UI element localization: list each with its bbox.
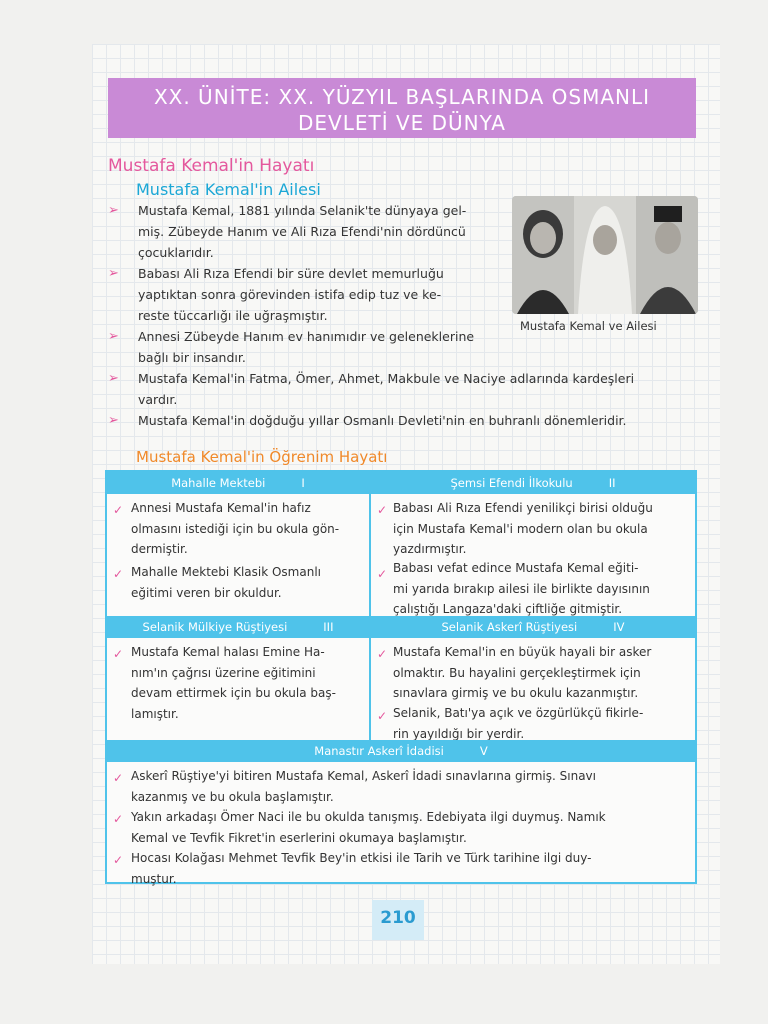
table-header-mahalle <box>107 472 369 494</box>
section-title: Mustafa Kemal'in Hayatı <box>108 156 315 176</box>
page-number: 210 <box>372 900 424 940</box>
cell-line: dermiştir. <box>131 542 188 556</box>
arrow-icon: ➢ <box>108 329 119 344</box>
arrow-icon: ➢ <box>108 371 119 386</box>
bullet-line: Mustafa Kemal'in Fatma, Ömer, Ahmet, Makbule ve Naciye adlarında kardeşleri <box>138 371 635 386</box>
column-divider <box>369 472 371 640</box>
bullet-line: Mustafa Kemal'in doğduğu yıllar Osmanlı Devleti'nin en buhranlı dönemleridir. <box>138 413 627 428</box>
header-label: Şemsi Efendi İlkokulu <box>450 476 573 490</box>
header-number: IV <box>613 620 625 634</box>
cell-line: olmaktır. Bu hayalini gerçekleştirmek için <box>393 665 641 680</box>
cell-line: Kemal ve Tevfik Fikret'in eserlerini okumaya başlamıştır. <box>131 830 467 845</box>
check-icon: ✓ <box>113 567 124 581</box>
header-label: Manastır Askerî İdadisi <box>314 744 444 758</box>
unit-title-line1: XX. ÜNİTE: XX. YÜZYIL BAŞLARINDA OSMANLI <box>153 85 651 109</box>
check-icon: ✓ <box>377 647 388 661</box>
check-icon: ✓ <box>113 503 124 517</box>
bullet-line: çocuklarıdır. <box>138 245 214 260</box>
arrow-icon: ➢ <box>108 266 119 281</box>
cell-line: Babası Ali Rıza Efendi yenilikçi birisi olduğu <box>393 501 653 515</box>
cell-line: Askerî Rüştiye'yi bitiren Mustafa Kemal, Askerî İdadi sınavlarına girmiş. Sınavı <box>131 769 596 783</box>
header-number: II <box>608 476 616 490</box>
header-number: I <box>301 476 305 490</box>
cell-line: Mahalle Mektebi Klasik Osmanlı <box>131 565 321 579</box>
check-icon: ✓ <box>377 567 388 581</box>
bullet-line: Mustafa Kemal, 1881 yılında Selanik'te dünyaya gel- <box>138 203 467 218</box>
cell-line: için Mustafa Kemal'i modern olan bu okula <box>393 521 648 536</box>
header-label: Selanik Mülkiye Rüştiyesi <box>142 620 288 634</box>
unit-title-line2: DEVLETİ VE DÜNYA <box>298 111 506 135</box>
education-table <box>105 470 697 884</box>
cell-line: lamıştır. <box>131 706 179 721</box>
header-number: III <box>323 620 334 634</box>
cell-line: yazdırmıştır. <box>393 542 467 556</box>
cell-line: nım'ın çağrısı üzerine eğitimini <box>131 665 316 680</box>
bullet-line: bağlı bir insandır. <box>138 350 246 365</box>
bullet-line: yaptıktan sonra görevinden istifa edip tuz ve ke- <box>138 287 442 302</box>
bullet-line: Annesi Zübeyde Hanım ev hanımıdır ve geleneklerine <box>138 329 475 344</box>
cell-line: devam ettirmek için bu okula baş- <box>131 686 336 700</box>
arrow-icon: ➢ <box>108 413 119 428</box>
header-number: V <box>479 744 488 758</box>
cell-line: Mustafa Kemal'in en büyük hayali bir asker <box>393 645 652 659</box>
cell-line: Selanik, Batı'ya açık ve özgürlükçü fikirle- <box>393 706 644 720</box>
bullet-line: vardır. <box>138 392 178 407</box>
cell-line: Yakın arkadaşı Ömer Naci ile bu okulda tanışmış. Edebiyata ilgi duymuş. Namık <box>131 810 606 824</box>
family-photo <box>512 196 698 314</box>
table-header-manastir <box>107 740 695 762</box>
cell-line: rin yayıldığı bir yerdir. <box>393 726 525 741</box>
cell-line: Hocası Kolağası Mehmet Tevfik Bey'in etkisi ile Tarih ve Türk tarihine ilgi duy- <box>131 851 592 865</box>
table-header-semsi <box>371 472 695 494</box>
header-label: Selanik Askerî Rüştiyesi <box>441 620 578 634</box>
cell-line: çalıştığı Langaza'daki çiftliğe gitmiştir. <box>393 602 623 616</box>
check-icon: ✓ <box>113 647 124 661</box>
unit-title-band <box>108 78 696 138</box>
column-divider <box>369 616 371 740</box>
table-header-mulkiye <box>107 616 369 638</box>
cell-line: Babası vefat edince Mustafa Kemal eğiti- <box>393 561 639 575</box>
bullet-line: miş. Zübeyde Hanım ve Ali Rıza Efendi'nin dördüncü <box>138 224 466 239</box>
cell-line: Annesi Mustafa Kemal'in hafız <box>131 501 311 515</box>
cell-line: eğitimi veren bir okuldur. <box>131 585 282 600</box>
photo-caption: Mustafa Kemal ve Ailesi <box>520 319 657 333</box>
cell-line: Mustafa Kemal halası Emine Ha- <box>131 645 325 659</box>
check-icon: ✓ <box>377 503 388 517</box>
arrow-icon: ➢ <box>108 203 119 218</box>
education-subtitle: Mustafa Kemal'in Öğrenim Hayatı <box>136 448 388 466</box>
family-photo-image <box>512 196 698 314</box>
check-icon: ✓ <box>113 812 124 826</box>
check-icon: ✓ <box>113 853 124 867</box>
table-header-askeri-rustiye <box>371 616 695 638</box>
bullet-line: reste tüccarlığı ile uğraşmıştır. <box>138 308 328 323</box>
check-icon: ✓ <box>113 771 124 785</box>
cell-line: kazanmış ve bu okula başlamıştır. <box>131 789 334 804</box>
header-label: Mahalle Mektebi <box>171 476 266 490</box>
family-subtitle: Mustafa Kemal'in Ailesi <box>136 180 321 199</box>
bullet-line: Babası Ali Rıza Efendi bir süre devlet memurluğu <box>138 266 444 281</box>
check-icon: ✓ <box>377 709 388 723</box>
cell-line: sınavlara girmiş ve bu okulu kazanmıştır. <box>393 686 639 700</box>
cell-line: olmasını istediği için bu okula gön- <box>131 521 340 536</box>
cell-line: muştur. <box>131 871 177 886</box>
cell-line: mi yarıda bırakıp ailesi ile birlikte dayısının <box>393 581 650 596</box>
